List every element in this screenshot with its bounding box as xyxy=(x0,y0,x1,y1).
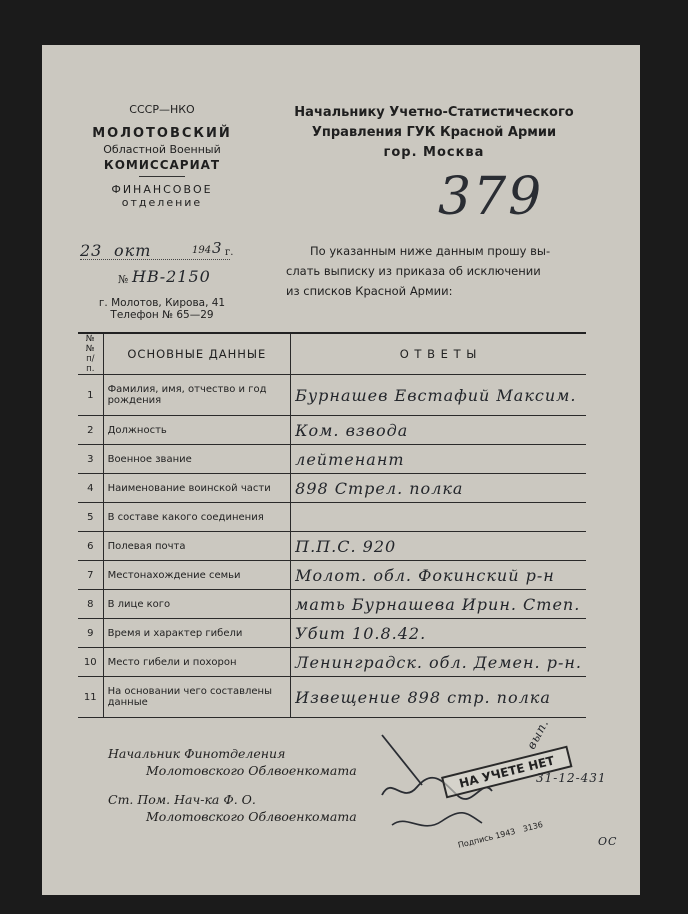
office-name: Областной Военный xyxy=(103,143,221,156)
table-row xyxy=(78,532,586,561)
row-number: 3 xyxy=(78,445,103,474)
signature-line1: Начальник Финотделения xyxy=(108,746,286,761)
city-name: МОЛОТОВСКИЙ xyxy=(92,126,232,141)
row-number: 1 xyxy=(78,375,103,416)
row-number: 9 xyxy=(78,619,103,648)
date-year-suffix: 3 xyxy=(212,239,223,257)
row-label: Военное звание xyxy=(103,445,291,474)
row-answer: лейтенант xyxy=(291,445,586,474)
request-line1: По указанным ниже данным прошу вы- xyxy=(310,244,551,258)
row-label: В лице кого xyxy=(103,590,291,619)
addressee-block xyxy=(274,105,594,160)
registration-number: 379 xyxy=(438,167,544,227)
request-line2: слать выписку из приказа об исключении xyxy=(286,264,541,278)
department-subtitle: отделение xyxy=(121,196,203,209)
date-underline xyxy=(80,259,230,260)
row-answer: Ком. взвода xyxy=(291,416,586,445)
addressee-line1: Начальнику Учетно-Статистического xyxy=(294,105,574,120)
stamp-bottom: Подпись 1943 xyxy=(457,826,517,850)
table-body xyxy=(78,375,586,718)
row-answer: Ленинградск. обл. Демен. р-н. xyxy=(291,648,586,677)
number-value: НВ-2150 xyxy=(132,267,211,286)
table-row xyxy=(78,375,586,416)
header-divider xyxy=(139,176,185,177)
row-answer: Бурнашев Евстафий Максим. xyxy=(291,375,586,416)
table-row xyxy=(78,590,586,619)
row-number: 10 xyxy=(78,648,103,677)
row-label: Наименование воинской части xyxy=(103,474,291,503)
row-label: Фамилия, имя, отчество и год рождения xyxy=(103,375,291,416)
row-number: 5 xyxy=(78,503,103,532)
date-day: 23 xyxy=(80,241,103,260)
stamp-main: НА УЧЕТЕ НЕТ xyxy=(441,746,572,799)
outgoing-number xyxy=(118,267,238,289)
row-label: В составе какого соединения xyxy=(103,503,291,532)
date-suffix: г. xyxy=(225,247,234,258)
request-line3: из списков Красной Армии: xyxy=(286,284,453,298)
data-table xyxy=(78,332,586,718)
number-prefix: № xyxy=(118,273,129,286)
table-row xyxy=(78,648,586,677)
margin-note-line2: 31-12-431 xyxy=(536,771,607,785)
row-answer: Извещение 898 стр. полка xyxy=(291,677,586,718)
table-header xyxy=(78,333,586,375)
row-number: 2 xyxy=(78,416,103,445)
row-answer: Молот. обл. Фокинский р-н xyxy=(291,561,586,590)
signature-block xyxy=(108,745,357,825)
addressee-line2: Управления ГУК Красной Армии xyxy=(311,125,557,140)
date-year-prefix: 194 xyxy=(192,245,212,256)
org-line: СССР—НКО xyxy=(129,103,195,116)
row-label: На основании чего составлены данные xyxy=(103,677,291,718)
margin-note-line1: вып. xyxy=(524,716,552,752)
row-number: 11 xyxy=(78,677,103,718)
signature-line4: Молотовского Облвоенкомата xyxy=(146,809,357,824)
row-number: 8 xyxy=(78,590,103,619)
row-number: 4 xyxy=(78,474,103,503)
row-number: 7 xyxy=(78,561,103,590)
signature-line2: Молотовского Облвоенкомата xyxy=(146,763,357,778)
row-number: 6 xyxy=(78,532,103,561)
margin-note-line3: ОС xyxy=(598,835,618,848)
table-row xyxy=(78,561,586,590)
row-label: Полевая почта xyxy=(103,532,291,561)
table-row xyxy=(78,474,586,503)
department-name: ФИНАНСОВОЕ xyxy=(111,183,213,196)
col-answers-header: О Т В Е Т Ы xyxy=(291,333,586,375)
table-row xyxy=(78,677,586,718)
row-answer: 898 Стрел. полка xyxy=(291,474,586,503)
row-label: Должность xyxy=(103,416,291,445)
row-label: Время и характер гибели xyxy=(103,619,291,648)
phone: Телефон № 65—29 xyxy=(110,309,214,321)
col-num-header: №№ п/п. xyxy=(78,333,103,375)
row-answer: Убит 10.8.42. xyxy=(291,619,586,648)
row-answer: П.П.С. 920 xyxy=(291,532,586,561)
row-answer xyxy=(291,503,586,532)
request-text xyxy=(286,241,586,301)
address: г. Молотов, Кирова, 41 xyxy=(98,297,226,309)
table-row xyxy=(78,416,586,445)
table-row xyxy=(78,619,586,648)
row-label: Местонахождение семьи xyxy=(103,561,291,590)
table-row xyxy=(78,445,586,474)
commissariat-name: КОМИССАРИАТ xyxy=(103,158,221,172)
col-main-header: ОСНОВНЫЕ ДАННЫЕ xyxy=(103,333,291,375)
addressee-line3: гор. Москва xyxy=(383,145,485,160)
table-row xyxy=(78,503,586,532)
left-header xyxy=(72,103,252,209)
stamp-footer xyxy=(457,810,585,850)
date-line xyxy=(80,241,260,263)
stamp-ref: 3136 xyxy=(521,819,544,834)
signature-line3: Ст. Пом. Нач-ка Ф. О. xyxy=(108,792,256,807)
row-answer: мать Бурнашева Ирин. Степ. xyxy=(291,590,586,619)
document-page xyxy=(42,45,640,895)
row-label: Место гибели и похорон xyxy=(103,648,291,677)
date-month: окт xyxy=(114,241,152,260)
